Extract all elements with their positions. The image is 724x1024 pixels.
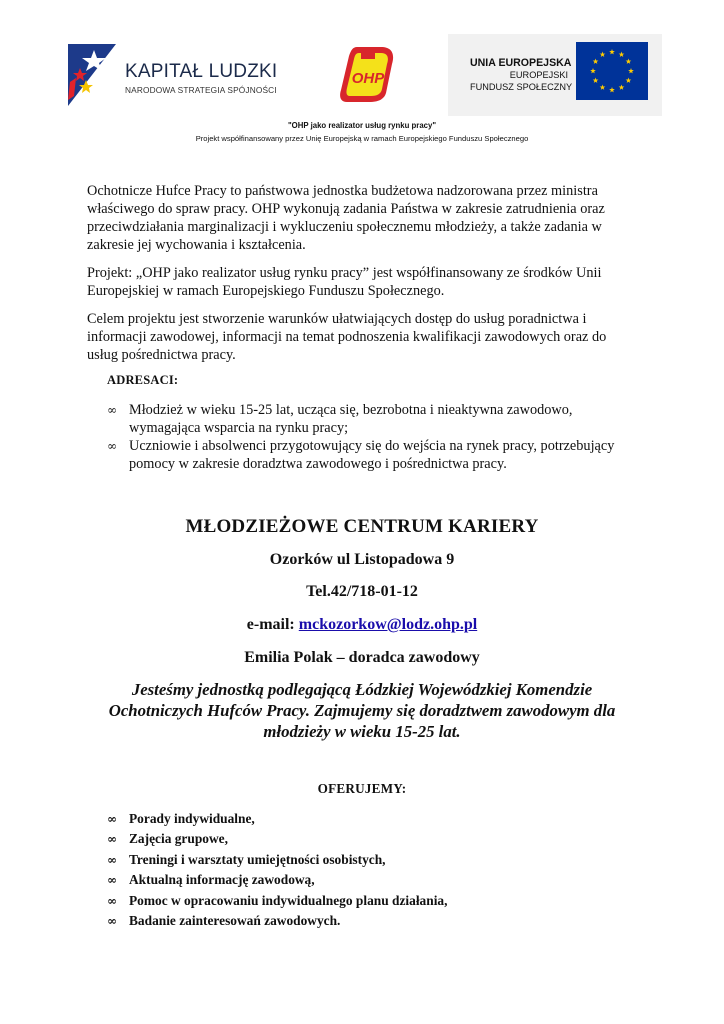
list-item (107, 870, 627, 890)
center-address: Ozorków ul Listopadowa 9 (269, 551, 455, 568)
email-label: e-mail: (246, 616, 299, 633)
kapital-ludzki-title: KAPITAŁ LUDZKI (125, 61, 278, 82)
infinity-bullet-icon: ∞ (107, 812, 117, 826)
email-link[interactable]: mckozorkow@lodz.ohp.pl (298, 616, 478, 633)
adresat-text: Uczniowie i absolwenci przygotowujący się do wejścia na rynek pracy, potrzebujący pomocy w zakresie doradztwa zawodowego i pośrednictwa pracy. (129, 438, 615, 472)
offer-heading: OFERUJEMY: (317, 781, 407, 796)
infinity-bullet-icon: ∞ (107, 852, 117, 867)
offer-text: Aktualną informację zawodową, (129, 872, 315, 888)
ohp-emblem-icon (337, 44, 399, 104)
list-item (107, 401, 627, 437)
infinity-bullet-icon: ∞ (107, 873, 117, 888)
offer-text: Pomoc w opracowaniu indywidualnego planu działania, (129, 892, 448, 908)
project-subtitle: Projekt współfinansowany przez Unię Europejską w ramach Europejskiego Funduszu Społecznego (195, 134, 529, 143)
goal-paragraph: Celem projektu jest stworzenie warunków ułatwiających dostęp do usług poradnictwa i informacji zawodowej, informacji na temat podnoszenia kwalifikacji zawodowych oraz do usług pośrednictwa pracy. (87, 311, 607, 363)
center-email-line (0, 616, 724, 634)
list-item (107, 809, 627, 829)
infinity-bullet-icon: ∞ (107, 832, 117, 847)
offer-text: Badanie zainteresowań zawodowych. (129, 913, 341, 929)
ohp-logo-text: OHP (351, 70, 385, 87)
ohp-logo (337, 44, 399, 104)
offer-list (107, 809, 627, 931)
eu-line2: EUROPEJSKI (509, 70, 568, 80)
infinity-bullet-icon: ∞ (107, 403, 117, 417)
eu-flag-icon (576, 42, 648, 100)
list-item (107, 891, 627, 911)
list-item (107, 829, 627, 849)
eu-line3: FUNDUSZ SPOŁECZNY (470, 82, 573, 92)
project-paragraph: Projekt: „OHP jako realizator usług rynku pracy” jest współfinansowany ze środków Unii Europejskiej w ramach Europejskiego Funduszu Społecznego. (87, 265, 602, 299)
list-item (107, 437, 627, 473)
list-item (107, 911, 627, 931)
center-phone: Tel.42/718-01-12 (306, 583, 418, 600)
infinity-bullet-icon: ∞ (107, 914, 117, 929)
kapital-ludzki-subtitle: NARODOWA STRATEGIA SPÓJNOŚCI (125, 85, 277, 95)
kapital-ludzki-emblem-icon (66, 40, 126, 110)
intro-paragraph: Ochotnicze Hufce Pracy to państwowa jednostka budżetowa nadzorowana przez ministra właściwego do spraw pracy. OHP wykonują zadania Państwa w zakresie zatrudnienia oraz przeciwdziałania marginalizacji i wykluczeniu społecznemu młodzieży, a także zadania w zakresie jej wychowania i kształcenia. (87, 183, 605, 253)
center-title: MŁODZIEŻOWE CENTRUM KARIERY (185, 516, 539, 537)
infinity-bullet-icon: ∞ (107, 893, 117, 908)
infinity-bullet-icon: ∞ (107, 439, 117, 453)
offer-text: Treningi i warsztaty umiejętności osobistych, (129, 851, 386, 867)
adresat-text: Młodzież w wieku 15-25 lat, ucząca się, bezrobotna i nieaktywna zawodowo, wymagająca wsparcia na rynku pracy; (129, 402, 573, 436)
offer-text: Porady indywidualne, (129, 811, 255, 826)
adresaci-list (107, 401, 627, 473)
eu-line1: UNIA EUROPEJSKA (470, 57, 572, 69)
unit-note: Jesteśmy jednostką podlegającą Łódzkiej Wojewódzkiej Komendzie Ochotniczych Hufców Pracy. Zajmujemy się doradztwem zawodowym dla młodzieży w wieku 15-25 lat. (108, 680, 616, 741)
project-title: "OHP jako realizator usług rynku pracy" (287, 121, 437, 130)
adresaci-heading: ADRESACI: (107, 373, 179, 387)
advisor-line: Emilia Polak – doradca zawodowy (244, 649, 480, 666)
offer-text: Zajęcia grupowe, (129, 831, 228, 847)
list-item (107, 850, 627, 870)
